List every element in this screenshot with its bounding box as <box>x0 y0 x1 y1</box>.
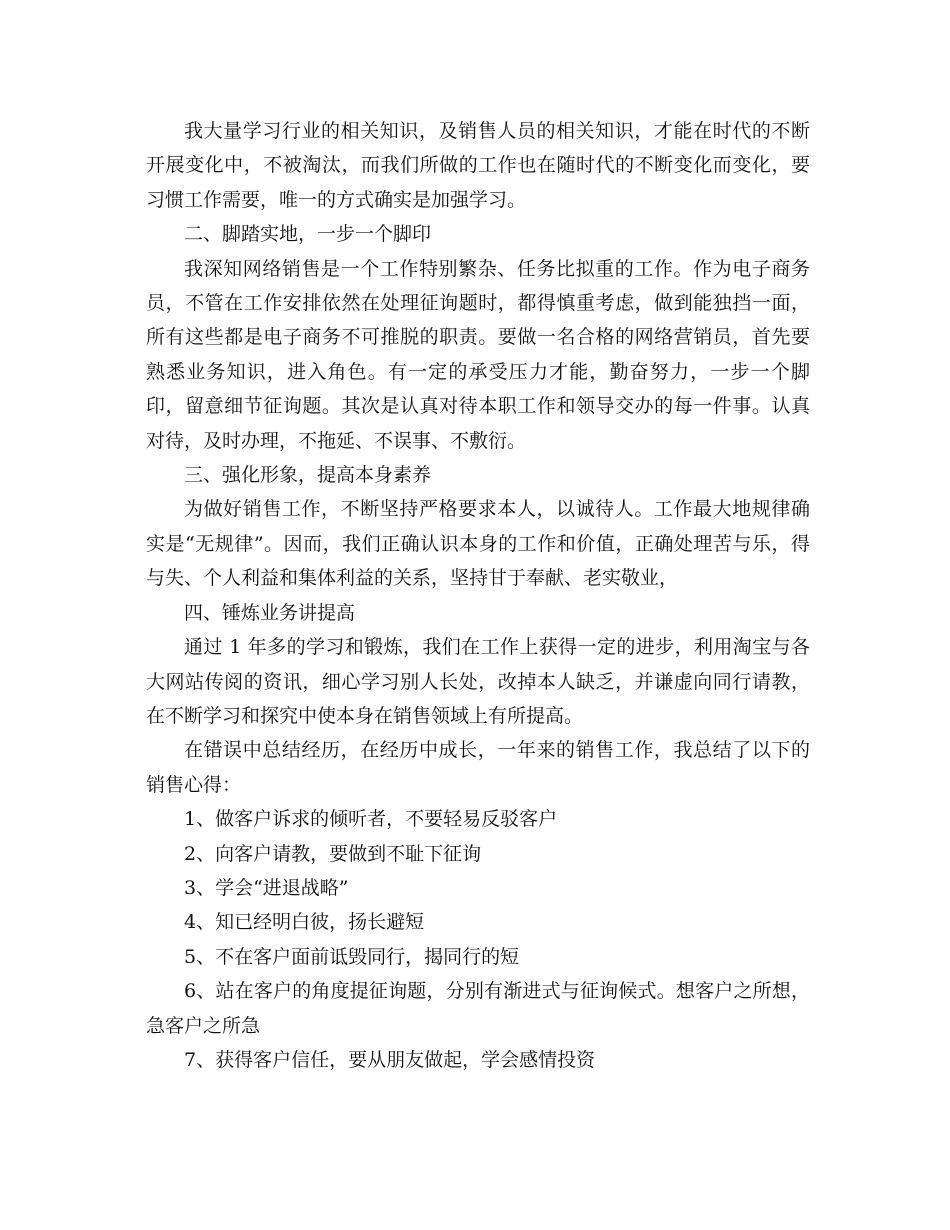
list-item-7: 7、获得客户信任，要从朋友做起，学会感情投资 <box>184 1048 596 1071</box>
list-item-3: 3、学会“进退战略” <box>184 876 349 899</box>
paragraph-image-quality: 为做好销售工作，不断坚持严格要求本人，以诚待人。工作最大地规律确实是“无规律”。因而，我们正确认识本身的工作和价值，正确处理苦与乐，得与失、个人利益和集体利益的关系，坚持甘于奉献、老实敬业， <box>146 498 810 590</box>
list-item-5: 5、不在客户面前诋毁同行，揭同行的短 <box>184 945 520 968</box>
paragraph-business-improvement: 通过 1 年多的学习和锻炼，我们在工作上获得一定的进步，利用淘宝与各大网站传阅的资讯，细心学习别人长处，改掉本人缺乏，并谦虚向同行请教，在不断学习和探究中使本身在销售领域上有所提高。 <box>146 636 810 727</box>
list-item-6: 6、站在客户的角度提征询题，分别有渐进式与征询候式。想客户之所想，急客户之所急 <box>146 980 810 1037</box>
section-heading-3: 三、强化形象，提高本身素养 <box>184 464 432 487</box>
paragraph-down-to-earth: 我深知网络销售是一个工作特别繁杂、任务比拟重的工作。作为电子商务员，不管在工作安排依然在处理征询题时，都得慎重考虑，做到能独挡一面，所有这些都是电子商务不可推脱的职责。要做一名合格的网络营销员，首先要熟悉业务知识，进入角色。有一定的承受压力才能，勤奋努力，一步一个脚印，留意细节征询题。其次是认真对待本职工作和领导交办的每一件事。认真对待，及时办理，不拖延、不误事、不敷衍。 <box>146 257 810 452</box>
section-heading-2: 二、脚踏实地，一步一个脚印 <box>184 223 432 246</box>
list-item-1: 1、做客户诉求的倾听者，不要轻易反驳客户 <box>184 808 558 831</box>
paragraph-summary-intro: 在错误中总结经历，在经历中成长，一年来的销售工作，我总结了以下的销售心得： <box>146 739 810 796</box>
section-heading-4: 四、锤炼业务讲提高 <box>184 601 356 624</box>
list-item-2: 2、向客户请教，要做到不耻下征询 <box>184 842 482 865</box>
paragraph-learning: 我大量学习行业的相关知识，及销售人员的相关知识，才能在时代的不断开展变化中，不被淘汰，而我们所做的工作也在随时代的不断变化而变化，要习惯工作需要，唯一的方式确实是加强学习。 <box>146 120 810 211</box>
list-item-4: 4、知已经明白彼，扬长避短 <box>184 911 425 934</box>
document-body <box>146 114 810 1077</box>
